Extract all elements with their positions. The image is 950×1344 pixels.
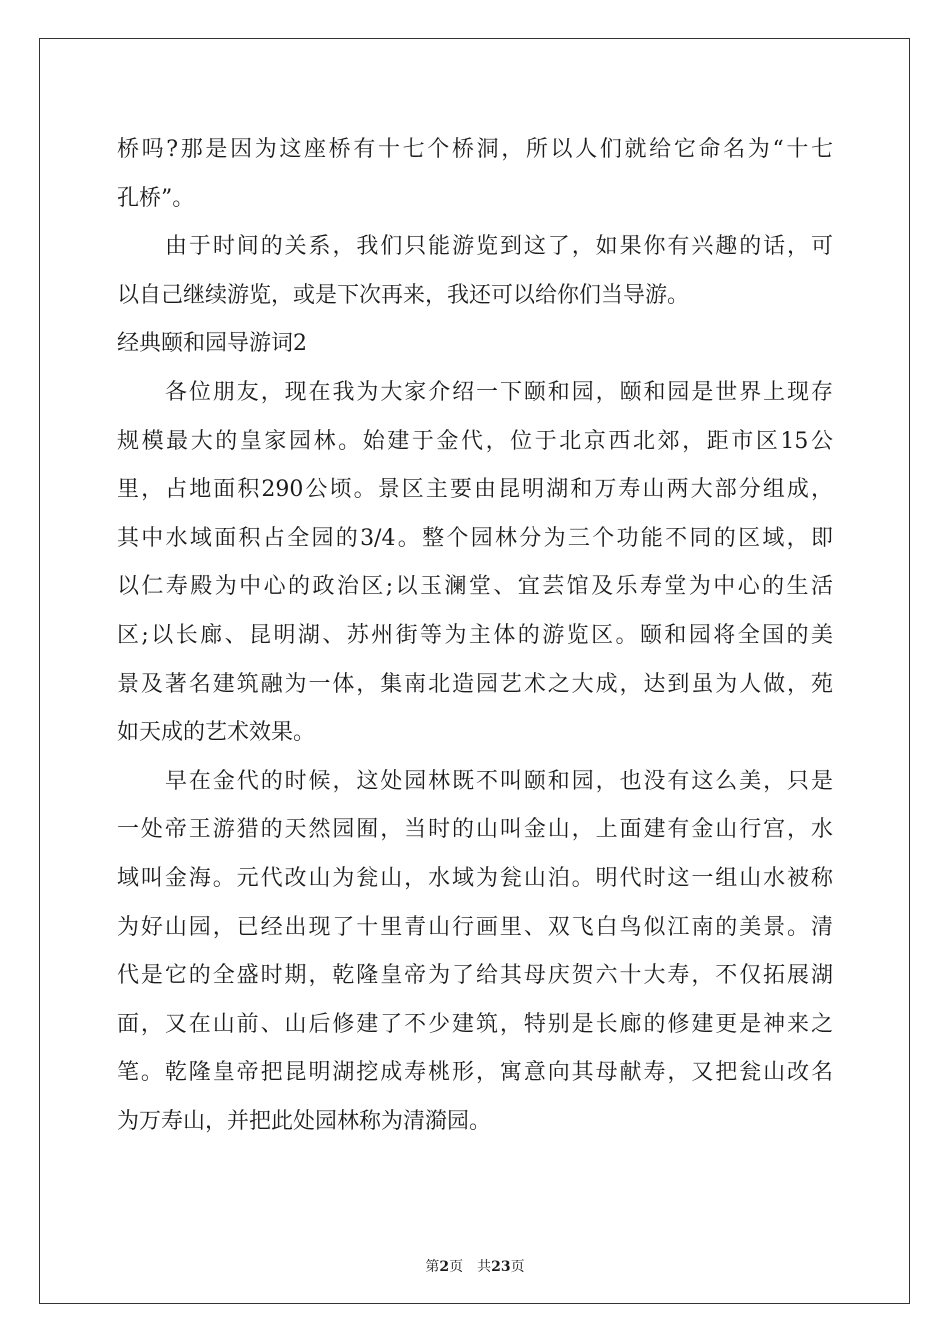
text-line: 早在金代的时候，这处园林既不叫颐和园，也没有这么美，只是 [165, 768, 833, 794]
total-pages: 23 [491, 1259, 511, 1275]
text-line: 为万寿山，并把此处园林称为清漪园。 [117, 1108, 492, 1134]
text-line: 面，又在山前、山后修建了不少建筑，特别是长廊的修建更是神来之 [117, 1011, 833, 1037]
page-number: 2 [439, 1259, 450, 1275]
text-line: 代是它的全盛时期，乾隆皇帝为了给其母庆贺六十大寿，不仅拓展湖 [117, 963, 833, 989]
page-label-suffix: 页 [449, 1259, 464, 1275]
text-line: 其中水域面积占全园的3/4。整个园林分为三个功能不同的区域，即 [117, 525, 833, 551]
text-line: 一处帝王游猎的天然园囿，当时的山叫金山，上面建有金山行宫，水 [117, 817, 833, 843]
text-line: 区;以长廊、昆明湖、苏州街等为主体的游览区。颐和园将全国的美 [117, 622, 833, 648]
text-line: 笔。乾隆皇帝把昆明湖挖成寿桃形，寓意向其母献寿，又把瓮山改名 [117, 1060, 833, 1086]
text-line: 域叫金海。元代改山为瓮山，水域为瓮山泊。明代时这一组山水被称 [117, 865, 833, 891]
text-line: 以仁寿殿为中心的政治区;以玉澜堂、宜芸馆及乐寿堂为中心的生活 [117, 574, 833, 600]
text-line: 由于时间的关系，我们只能游览到这了，如果你有兴趣的话，可 [165, 234, 833, 260]
text-line: 规模最大的皇家园林。始建于金代，位于北京西北郊，距市区15公 [117, 428, 833, 454]
section-heading: 经典颐和园导游词2 [117, 331, 307, 357]
total-label-suffix: 页 [510, 1259, 525, 1275]
text-line: 以自己继续游览，或是下次再来，我还可以给你们当导游。 [117, 282, 690, 308]
text-line: 桥吗?那是因为这座桥有十七个桥洞，所以人们就给它命名为“十七 [117, 137, 833, 162]
text-line: 为好山园，已经出现了十里青山行画里、双飞白鸟似江南的美景。清 [117, 914, 833, 940]
text-line: 里，占地面积290公顷。景区主要由昆明湖和万寿山两大部分组成， [117, 477, 833, 503]
page-footer [0, 1256, 950, 1276]
text-line: 如天成的艺术效果。 [117, 720, 316, 746]
text-line: 景及著名建筑融为一体，集南北造园艺术之大成，达到虽为人做，苑 [117, 671, 833, 697]
text-line: 各位朋友，现在我为大家介绍一下颐和园，颐和园是世界上现存 [165, 379, 833, 405]
text-line: 孔桥”。 [117, 185, 195, 211]
document-body [117, 126, 833, 1146]
page-label-prefix: 第 [425, 1259, 440, 1275]
total-label-prefix: 共 [477, 1259, 492, 1275]
